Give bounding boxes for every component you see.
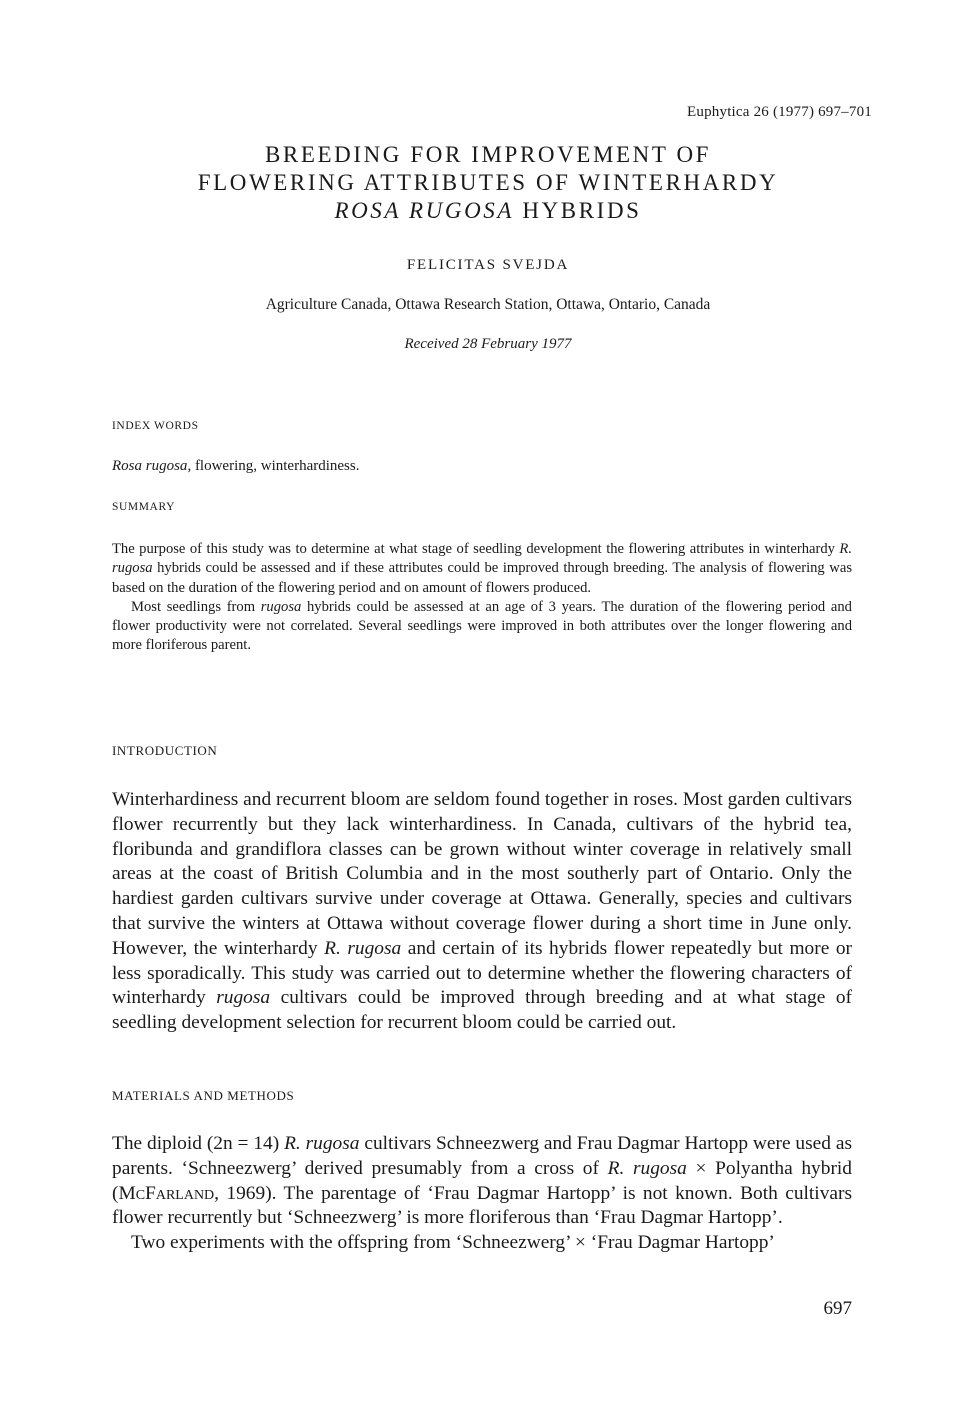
title-line-3: [0, 197, 976, 225]
summary-heading: SUMMARY: [112, 501, 175, 513]
journal-reference: Euphytica 26 (1977) 697–701: [687, 104, 872, 120]
author-name: FELICITAS SVEJDA: [406, 257, 570, 273]
summary-paragraph: Most seedlings from rugosa hybrids could be assessed at an age of 3 years. The duration of the flowering period and flower productivity were not correlated. Several seedlings were improved in both attributes over the longer flowering and more floriferous parent.: [112, 598, 852, 654]
title-line-3-rest: HYBRIDS: [514, 198, 642, 223]
introduction-body: [112, 788, 852, 1036]
methods-paragraph: Two experiments with the offspring from ‘Schneezwerg’ × ‘Frau Dagmar Hartopp’: [131, 1232, 775, 1254]
summary-body: [112, 540, 852, 656]
keyword-rest: , flowering, winterhardiness.: [187, 458, 360, 474]
methods-heading: MATERIALS AND METHODS: [112, 1088, 295, 1103]
cited-author: McFarland: [118, 1182, 215, 1204]
author-affiliation: Agriculture Canada, Ottawa Research Station, Ottawa, Ontario, Canada: [265, 296, 711, 313]
title-line-2: FLOWERING ATTRIBUTES OF WINTERHARDY: [197, 170, 779, 195]
keyword-species: Rosa rugosa: [112, 458, 188, 474]
index-words-heading: INDEX WORDS: [112, 420, 199, 432]
methods-body: [112, 1132, 852, 1256]
summary-paragraph: The purpose of this study was to determine at what stage of seedling development the flowering attributes in winterhardy R. rugosa hybrids could be assessed and if these attributes could be improved through breeding. The analysis of flowering was based on the duration of the flowering period and on amount of flowers produced.: [112, 541, 852, 596]
index-words: [112, 458, 359, 475]
title-species: ROSA RUGOSA: [334, 198, 515, 223]
article-title: [0, 141, 976, 225]
methods-paragraph: The diploid (2n = 14) R. rugosa cultivars Schneezwerg and Frau Dagmar Hartopp were used as parents. ‘Schneezwerg’ derived presumably from a cross of R. rugosa × Polyantha hybrid (McFarland, 1969). The parentage of ‘Frau Dagmar Hartopp’ is not known. Both cultivars flower recurrently but ‘Schneezwerg’ is more floriferous than ‘Frau Dagmar Hartopp’.: [112, 1133, 852, 1229]
introduction-heading: INTRODUCTION: [112, 743, 218, 758]
introduction-paragraph: Winterhardiness and recurrent bloom are seldom found together in roses. Most garden cultivars flower recurrently but they lack winterhardiness. In Canada, cultivars of the hybrid tea, floribunda and grandiflora classes can be grown without winter coverage in relatively small areas at the coast of British Columbia and in the most southerly part of Ontario. Only the hardiest garden cultivars survive under coverage at Ottawa. Generally, species and cultivars that survive the winters at Ottawa without coverage flower during a short time in June only. However, the winterhardy R. rugosa and certain of its hybrids flower repeatedly but more or less sporadically. This study was carried out to determine whether the flowering characters of winterhardy rugosa cultivars could be improved through breeding and at what stage of seedling development selection for recurrent bloom could be carried out.: [112, 789, 852, 1034]
received-date: Received 28 February 1977: [404, 336, 572, 352]
page-number: 697: [823, 1298, 852, 1319]
title-line-1: BREEDING FOR IMPROVEMENT OF: [264, 142, 712, 167]
